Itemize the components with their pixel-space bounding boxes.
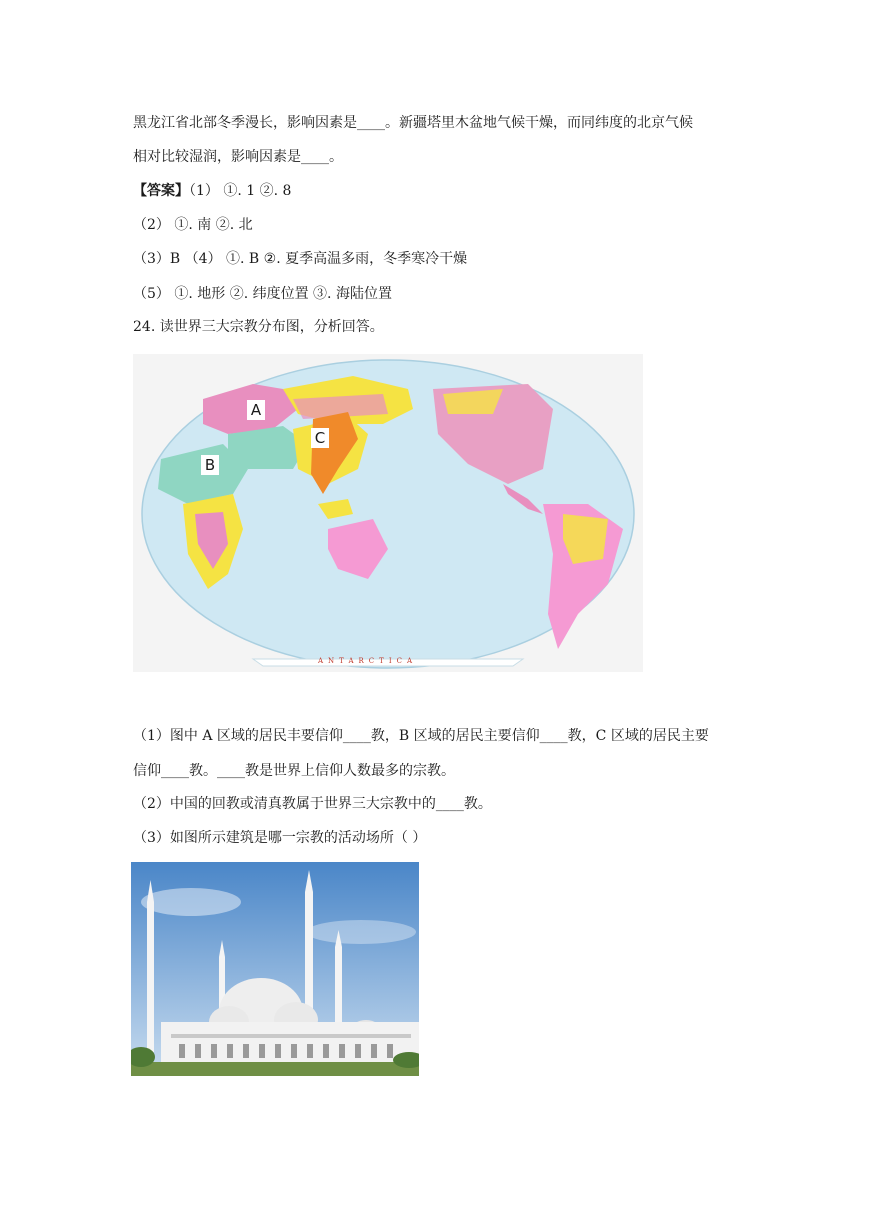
- question-2-line: （2）中国的回教或清真教属于世界三大宗教中的____教。: [133, 796, 492, 812]
- map-label-antarctica: ANTARCTICA: [318, 657, 417, 665]
- map-label-a: A: [247, 400, 265, 420]
- world-religion-map: [133, 354, 643, 672]
- text-line-1: 黑龙江省北部冬季漫长，影响因素是____。新疆塔里木盆地气候干燥，而同纬度的北京气候: [133, 115, 693, 131]
- map-label-c: C: [311, 428, 329, 448]
- answer-label: 【答案】: [133, 183, 189, 199]
- map-label-b: B: [201, 455, 219, 475]
- question-1-line-1: （1）图中 A 区域的居民丰要信仰____教，B 区域的居民主要信仰____教，C 区域的居民主要: [133, 728, 709, 744]
- answer-line-3: （3）B （4） ①. B ②. 夏季高温多雨，冬季寒冷干燥: [133, 251, 468, 267]
- question-3-line: （3）如图所示建筑是哪一宗教的活动场所（ ）: [133, 830, 427, 846]
- answer-line-2: （2） ①. 南 ②. 北: [133, 217, 253, 233]
- mosque-photo: [131, 862, 419, 1076]
- answer-line-5: （5） ①. 地形 ②. 纬度位置 ③. 海陆位置: [133, 286, 392, 302]
- question-1-line-2: 信仰____教。____教是世界上信仰人数最多的宗教。: [133, 763, 455, 779]
- text-line-2: 相对比较湿润，影响因素是____。: [133, 149, 343, 165]
- answer-line: [133, 181, 291, 201]
- question-24-title: 24. 读世界三大宗教分布图，分析回答。: [133, 319, 384, 335]
- answer-part-1: （1） ①. 1 ②. 8: [189, 183, 292, 199]
